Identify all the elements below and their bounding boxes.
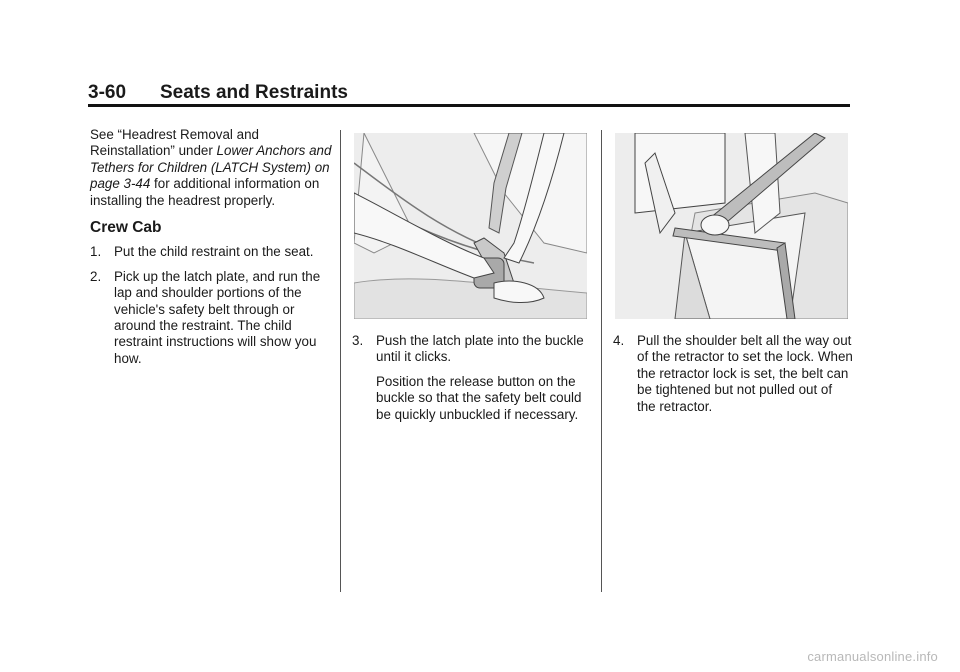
cross-reference-link[interactable]: Lower Anchors and Tethers for Children (LATCH System) on page 3-44 — [90, 143, 332, 192]
buckle-latch-illustration-icon — [354, 133, 587, 319]
step-text: Push the latch plate into the buckle until it clicks. — [376, 333, 584, 365]
step-number: 2. — [90, 268, 102, 284]
step-text: Pull the shoulder belt all the way out of the retractor to set the lock. When the retractor lock is set, the belt can be tightened but not pulled out of the retractor. — [637, 333, 853, 414]
step-text: Pick up the latch plate, and run the lap and shoulder portions of the vehicle's safety belt through or around the restraint. The child restraint instructions will show you how. — [114, 268, 321, 366]
step-1 — [90, 244, 335, 260]
step-4 — [613, 333, 853, 415]
step-number: 3. — [352, 333, 364, 348]
column-divider-left — [340, 130, 341, 592]
step-3-note: Position the release button on the buckle so that the safety belt could be quickly unbuckled if necessary. — [376, 373, 582, 422]
intro-text-1: See “Headrest Removal and Reinstallation” under — [90, 127, 259, 159]
column-1 — [90, 127, 335, 375]
step-number: 1. — [90, 244, 102, 260]
column-divider-right — [601, 130, 602, 592]
subheading-crew-cab: Crew Cab — [90, 219, 162, 237]
header-rule — [88, 104, 850, 107]
step-number: 4. — [613, 333, 625, 348]
step-text: Put the child restraint on the seat. — [114, 244, 314, 260]
intro-paragraph — [90, 127, 335, 209]
watermark: carmanualsonline.info — [807, 649, 938, 664]
section-title: Seats and Restraints — [160, 82, 348, 103]
step-2 — [90, 269, 335, 367]
column-3 — [613, 333, 853, 423]
shoulder-belt-pull-illustration-icon — [615, 133, 848, 319]
column-2 — [352, 333, 592, 423]
intro-text-2: for additional information on installing the headrest properly. — [90, 176, 320, 208]
step-3 — [352, 333, 592, 366]
page-number: 3-60 — [88, 82, 127, 103]
